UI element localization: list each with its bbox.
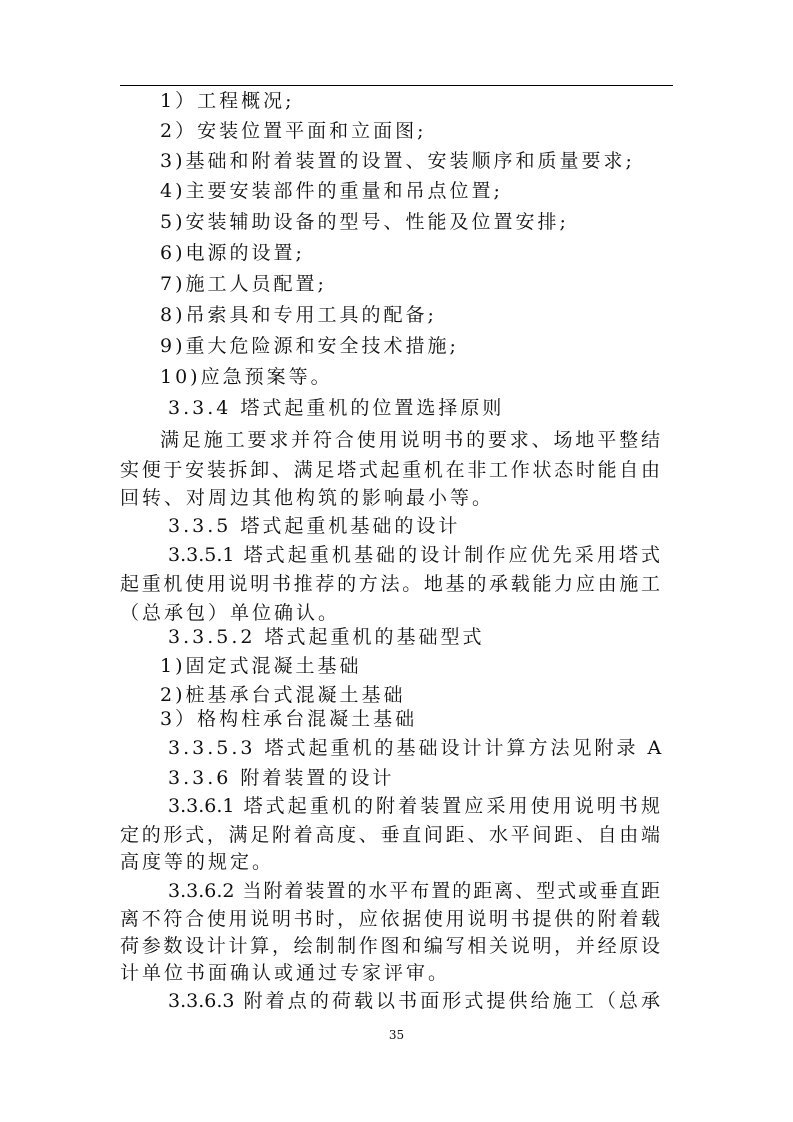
paragraph-line: 定的形式，满足附着高度、垂直间距、水平间距、自由端 — [120, 824, 660, 846]
paragraph-line: 回转、对周边其他构筑的影响最小等。 — [120, 487, 495, 509]
list-item: 5)安装辅助设备的型号、性能及位置安排; — [160, 211, 569, 233]
paragraph-line: 3.3.6.3 附着点的荷载以书面形式提供给施工（总承 — [168, 990, 660, 1012]
header-rule — [120, 85, 673, 86]
list-item: 4)主要安装部件的重量和吊点位置; — [160, 180, 503, 202]
list-item: 1)固定式混凝土基础 — [160, 655, 362, 677]
list-item: 6)电源的设置; — [160, 242, 305, 264]
section-heading: 3.3.5 塔式起重机基础的设计 — [168, 515, 461, 537]
section-heading: 3.3.4 塔式起重机的位置选择原则 — [168, 397, 505, 419]
list-item: 2)桩基承台式混凝土基础 — [160, 684, 406, 706]
paragraph-line: 高度等的规定。 — [120, 851, 275, 873]
paragraph-line: （总承包）单位确认。 — [120, 602, 341, 624]
section-heading: 3.3.5.2 塔式起重机的基础型式 — [168, 626, 485, 648]
page-number: 35 — [388, 1028, 405, 1042]
paragraph-line: 实便于安装拆卸、满足塔式起重机在非工作状态时能自由 — [120, 459, 660, 481]
paragraph-line: 满足施工要求并符合使用说明书的要求、场地平整结 — [160, 429, 660, 451]
list-item: 9)重大危险源和安全技术措施; — [160, 335, 459, 357]
list-item: 3)基础和附着装置的设置、安装顺序和质量要求; — [160, 150, 635, 172]
paragraph-line: 荷参数设计计算，绘制制作图和编写相关说明，并经原设 — [120, 935, 660, 957]
list-item: 8)吊索具和专用工具的配备; — [160, 304, 437, 326]
paragraph-line: 计单位书面确认或通过专家评审。 — [120, 962, 451, 984]
paragraph-line: 3.3.6.1 塔式起重机的附着装置应采用使用说明书规 — [168, 795, 660, 817]
paragraph-line: 3.3.6.2 当附着装置的水平布置的距离、型式或垂直距 — [168, 880, 660, 902]
list-item: 7)施工人员配置; — [160, 273, 327, 295]
list-item: 2）安装位置平面和立面图; — [160, 120, 427, 142]
section-heading: 3.3.5.3 塔式起重机的基础设计计算方法见附录 A — [168, 737, 665, 759]
list-item: 3）格构柱承台混凝土基础 — [160, 708, 418, 730]
list-item: 1）工程概况; — [160, 90, 295, 112]
paragraph-line: 起重机使用说明书推荐的方法。地基的承载能力应由施工 — [120, 573, 660, 595]
paragraph-line: 离不符合使用说明书时，应依据使用说明书提供的附着载 — [120, 908, 660, 930]
section-heading: 3.3.6 附着装置的设计 — [168, 767, 395, 789]
paragraph-line: 3.3.5.1 塔式起重机基础的设计制作应优先采用塔式 — [168, 544, 660, 566]
list-item: 10)应急预案等。 — [160, 366, 333, 388]
